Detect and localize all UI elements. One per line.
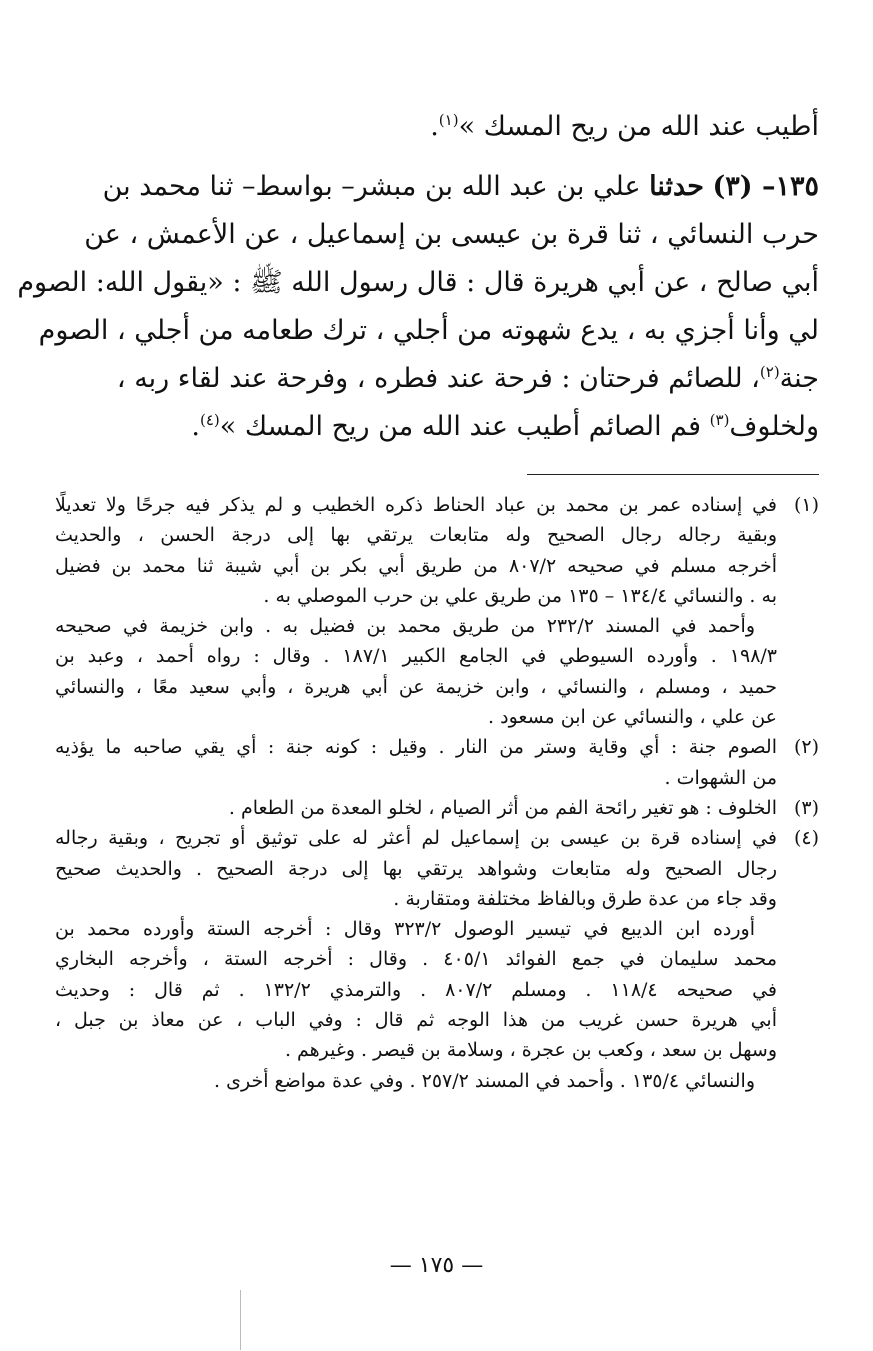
footnote-body (55, 823, 777, 1096)
footnote-divider (527, 474, 819, 475)
footnote-marker: (٢) (793, 736, 819, 759)
footnote-3 (55, 793, 819, 823)
footnote-line: الصوم جنة : أي وقاية وستر من النار . وقيل : كونه جنة : أي يقي صاحبه ما يؤذيه (55, 736, 777, 759)
footnote-line: وسهل بن سعد ، وكعب بن عجرة ، وسلامة بن قيصر . وغيرهم . (284, 1039, 777, 1062)
footnote-line: عن علي ، والنسائي عن ابن مسعود . (488, 706, 777, 729)
footnote-line: من الشهوات . (664, 766, 777, 789)
footnote-line: وبقية رجاله رجال الصحيح وله متابعات يرتقي بها إلى درجة الحسن ، والحديث (55, 524, 777, 547)
footnote-line: في إسناده عمر بن محمد بن عباد الحناط ذكره الخطيب و لم يذكر فيه جرحًا ولا تعديلًا (55, 494, 777, 516)
footnote-line: والنسائي ١٣٥/٤ . وأحمد في المسند ٢٥٧/٢ . وفي عدة مواضع أخرى . (214, 1069, 755, 1092)
footnote-body (55, 732, 777, 793)
footnotes (55, 490, 819, 1096)
footnote-line: أبي هريرة حسن غريب من هذا الوجه ثم قال : وفي الباب ، عن معاذ بن جبل ، (55, 1009, 777, 1032)
hadith-line: حرب النسائي ، ثنا قرة بن عيسى بن إسماعيل ، عن الأعمش ، عن (84, 219, 819, 250)
hadith-line: ١٣٥– (٣) حدثنا علي بن عبد الله بن مبشر– بواسط– ثنا محمد بن (102, 171, 819, 202)
continuation-line: أطيب عند الله من ريح المسك »$^{(١)}$. (430, 111, 819, 142)
footnote-line: في صحيحه ١١٨/٤ . ومسلم ٨٠٧/٢ . والترمذي ١٣٢/٢ . ثم قال : وحديث (55, 978, 778, 1001)
hadith-block (17, 163, 819, 451)
footnote-marker: (١) (793, 494, 819, 516)
continuation-text: أطيب عند الله من ريح المسك » (458, 111, 819, 142)
footnote-marker: (٤) (793, 827, 819, 850)
footnote-ref: (١) (438, 111, 459, 129)
footnote-body (55, 793, 777, 823)
footnote-ref: (٢) (759, 363, 780, 381)
footnote-line: أورده ابن الديبع في تيسير الوصول ٣٢٣/٢ وقال : أخرجه الستة وأورده محمد بن (55, 918, 755, 941)
footnote-body (55, 490, 777, 732)
footnote-line: في إسناده قرة بن عيسى بن إسماعيل لم أعثر له على توثيق أو تجريح ، وبقية رجاله (55, 827, 777, 850)
footnote-line: الخلوف : هو تغير رائحة الفم من أثر الصيام ، لخلو المعدة من الطعام . (228, 796, 777, 819)
footnote-ref: (٤) (199, 411, 220, 429)
hadith-line: لي وأنا أجزي به ، يدع شهوته من أجلي ، ترك طعامه من أجلي ، الصوم (38, 315, 819, 346)
hadith-line: جنة$^{(٢)}$، للصائم فرحتان : فرحة عند فطره ، وفرحة عند لقاء ربه ، (116, 363, 819, 394)
page-number: — ١٧٥ — (389, 1253, 484, 1278)
footnote-1 (55, 490, 819, 732)
footnote-line: محمد سليمان في جمع الفوائد ٤٠٥/١ . وقال : أخرجه الستة ، وأخرجه البخاري (55, 948, 778, 971)
hadith-number: ١٣٥– (٣) (712, 171, 819, 202)
footnote-4 (55, 823, 819, 1096)
footnote-line: ١٩٨/٣ . وأورده السيوطي في الجامع الكبير ١٨٧/١ . وقال : رواه أحمد ، وعبد بن (55, 645, 778, 668)
footnote-line: أخرجه مسلم في صحيحه ٨٠٧/٢ من طريق أبي بكر بن أبي شيبة ثنا محمد بن فضيل (55, 554, 777, 577)
footnote-marker: (٣) (793, 796, 819, 819)
margin-rule (240, 1290, 241, 1350)
footnote-line: وأحمد في المسند ٢٣٢/٢ من طريق محمد بن فضيل به . وابن خزيمة في صحيحه (55, 615, 755, 638)
footnote-line: حميد ، ومسلم ، والنسائي ، وابن خزيمة عن أبي هريرة ، وأبي سعيد معًا ، والنسائي (55, 675, 777, 698)
footnote-line: وقد جاء من عدة طرق وبالفاظ مختلفة ومتقاربة . (393, 887, 777, 910)
footnote-2 (55, 732, 819, 793)
hadith-line: ولخلوف$^{(٣)}$ فم الصائم أطيب عند الله من ريح المسك »$^{(٤)}$. (191, 411, 819, 442)
footnote-line: رجال الصحيح وله متابعات وشواهد يرتقي بها إلى درجة الصحيح . والحديث صحيح (55, 857, 777, 880)
footnote-line: به . والنسائي ١٣٤/٤ – ١٣٥ من طريق علي بن حرب الموصلي به . (263, 584, 777, 607)
hadith-line: أبي صالح ، عن أبي هريرة قال : قال رسول الله ﷺ : «يقول الله: الصوم (17, 267, 819, 298)
footnote-ref: (٣) (709, 411, 730, 429)
